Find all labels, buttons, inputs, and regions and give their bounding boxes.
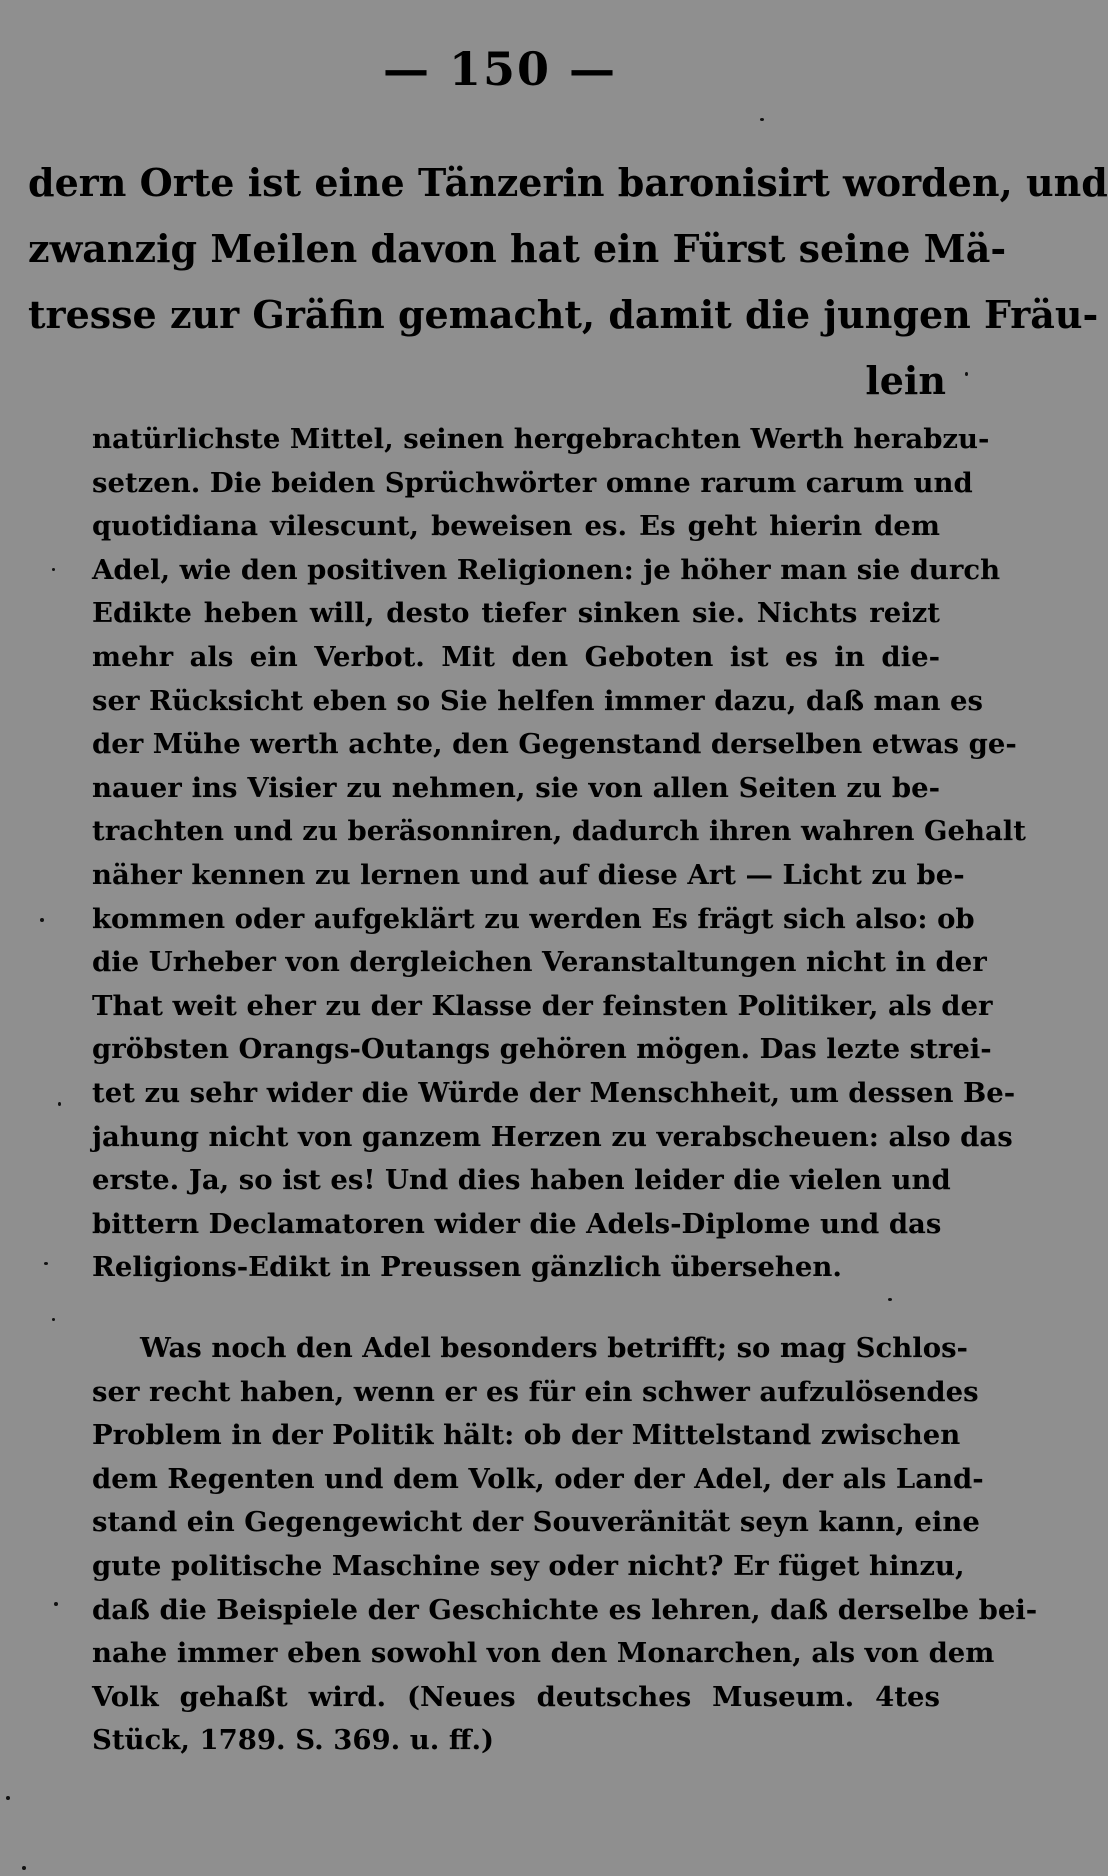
scan-speck [40,918,44,922]
text-line: jahung nicht von ganzem Herzen zu verabscheuen: also das [92,1120,1013,1153]
text-line: der Mühe werth achte, den Gegenstand derselben etwas ge- [92,728,1017,761]
text-line: kommen oder aufgeklärt zu werden Es frägt sich also: ob [92,902,975,935]
scan-speck [52,568,55,571]
text-line: dern Orte ist eine Tänzerin baronisirt worden, und [28,160,1108,205]
text-line: tresse zur Gräfin gemacht, damit die jungen Fräu- [28,292,1099,337]
text-line: Stück, 1789. S. 369. u. ff.) [92,1724,495,1757]
top-text-block [28,150,1108,414]
text-line: die Urheber von dergleichen Veranstaltungen nicht in der [92,946,987,979]
text-line: Adel, wie den positiven Religionen: je höher man sie durch [92,553,1001,586]
text-line: Edikte heben will, desto tiefer sinken sie. Nichts reizt [92,597,940,630]
text-line: setzen. Die beiden Sprüchwörter omne rarum carum und [92,466,973,499]
paragraph-1 [92,418,1026,1290]
text-line: gröbsten Orangs-Outangs gehören mögen. Das lezte strei- [92,1033,992,1066]
text-line: Was noch den Adel besonders betrifft; so mag Schlos- [140,1332,968,1364]
catchword: lein [865,358,946,403]
scan-speck [44,1262,48,1265]
scan-speck [22,1866,26,1870]
text-line: stand ein Gegengewicht der Souveränität seyn kann, eine [92,1506,980,1539]
text-line: mehr als ein Verbot. Mit den Geboten ist es in die- [92,640,940,673]
scan-speck [965,372,968,376]
text-line: dem Regenten und dem Volk, oder der Adel, der als Land- [92,1462,984,1495]
scan-speck [6,1796,10,1800]
text-line: daß die Beispiele der Geschichte es lehren, daß derselbe bei- [92,1593,1038,1626]
text-line: quotidiana vilescunt, beweisen es. Es geht hierin dem [92,510,940,543]
text-line: ser Rücksicht eben so Sie helfen immer dazu, daß man es [92,684,984,717]
text-line: Religions-Edikt in Preussen gänzlich übersehen. [92,1251,842,1284]
text-line: Volk gehaßt wird. (Neues deutsches Museum. 4tes [92,1680,940,1713]
scan-speck [52,1318,55,1321]
scan-speck [54,1602,58,1606]
text-line: erste. Ja, so ist es! Und dies haben leider die vielen und [92,1164,951,1197]
text-line: näher kennen zu lernen und auf diese Art — Licht zu be- [92,858,965,891]
text-line: tet zu sehr wider die Würde der Menschheit, um dessen Be- [92,1076,1016,1109]
text-line: bittern Declamatoren wider die Adels-Diplome und das [92,1207,942,1240]
scan-speck [888,1298,892,1301]
text-line: That weit eher zu der Klasse der feinsten Politiker, als der [92,989,993,1022]
text-line: trachten und zu beräsonniren, dadurch ihren wahren Gehalt [92,815,1026,848]
text-line: natürlichste Mittel, seinen hergebrachten Werth herabzu- [92,423,990,455]
page-number: — 150 — [382,42,618,96]
paragraph-2 [92,1327,1038,1763]
text-line: nahe immer eben sowohl von den Monarchen, als von dem [92,1637,995,1670]
scan-speck [58,1102,61,1106]
text-line: gute politische Maschine sey oder nicht? Er füget hinzu, [92,1549,965,1582]
text-line: Problem in der Politik hält: ob der Mittelstand zwischen [92,1419,961,1452]
text-line: ser recht haben, wenn er es für ein schwer aufzulösendes [92,1375,979,1408]
text-line: zwanzig Meilen davon hat ein Fürst seine Mä- [28,226,1007,271]
text-line: nauer ins Visier zu nehmen, sie von allen Seiten zu be- [92,771,940,804]
scan-speck [760,118,764,121]
